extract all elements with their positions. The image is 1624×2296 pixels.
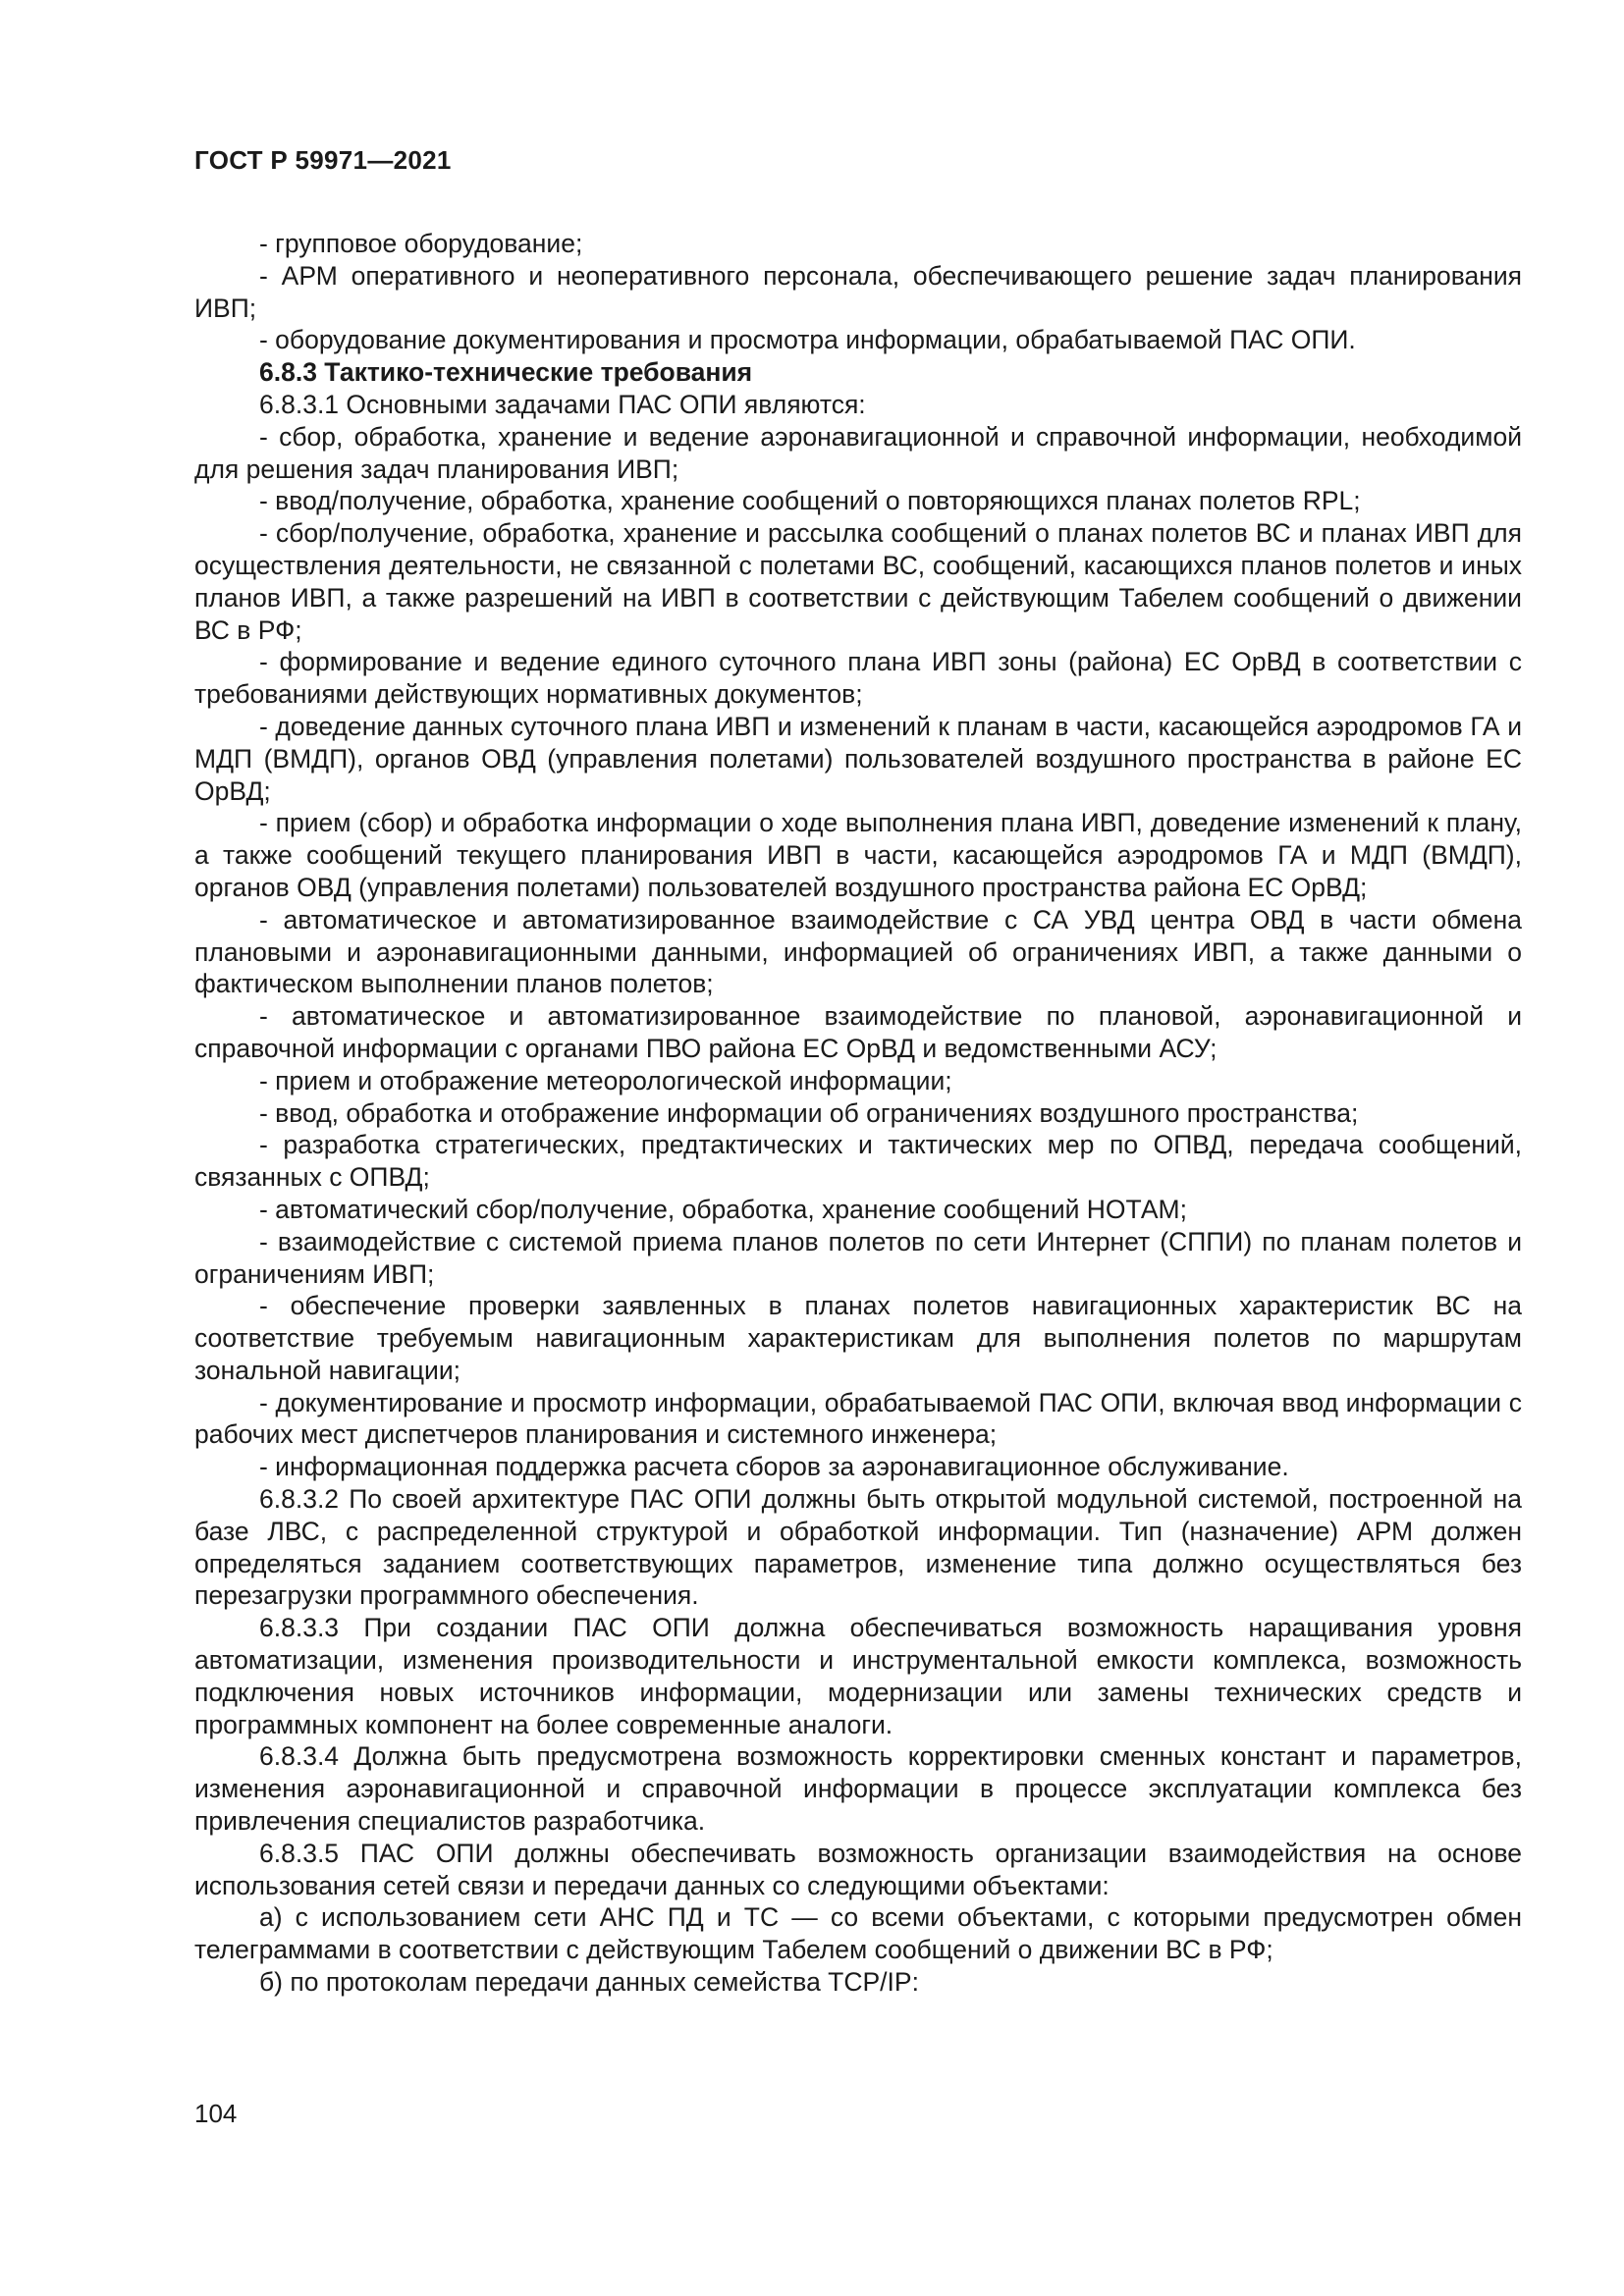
page-number: 104 [194,2099,238,2128]
list-item: - документирование и просмотр информации, обрабатываемой ПАС ОПИ, включая ввод информации с рабочих мест диспетчеров планирования и системного инженера; [194,1387,1522,1450]
document-standard-header: ГОСТ Р 59971—2021 [194,145,452,175]
paragraph: 6.8.3.5 ПАС ОПИ должны обеспечивать возможность организации взаимодействия на основе использования сетей связи и передачи данных со следующими объектами: [194,1838,1522,1900]
document-body [194,228,1522,1999]
list-item: - ввод, обработка и отображение информации об ограничениях воздушного пространства; [259,1097,1359,1128]
list-item: - сбор, обработка, хранение и ведение аэронавигационной и справочной информации, необходимой для решения задач планирования ИВП; [194,421,1522,484]
paragraph: 6.8.3.2 По своей архитектуре ПАС ОПИ должны быть открытой модульной системой, построенной на базе ЛВС, с распределенной структурой и обработкой информации. Тип (назначение) АРМ должен определяться заданием соответствующих параметров, изменение типа должно осуществляться без перезагрузки программного обеспечения. [194,1484,1522,1611]
list-item: - разработка стратегических, предтактических и тактических мер по ОПВД, передача сообщений, связанных с ОПВД; [194,1130,1522,1193]
list-item: б) по протоколам передачи данных семейства TCP/IP: [259,1967,919,1998]
list-item: - оборудование документирования и просмотра информации, обрабатываемой ПАС ОПИ. [259,325,1356,355]
list-item: - автоматическое и автоматизированное взаимодействие по плановой, аэронавигационной и справочной информации с органами ПВО района ЕС ОрВД и ведомственными АСУ; [194,1001,1522,1063]
paragraph: 6.8.3.4 Должна быть предусмотрена возможность корректировки сменных констант и параметров, изменения аэронавигационной и справочной информации в процессе эксплуатации комплекса без привлечения специалистов разработчика. [194,1741,1522,1837]
paragraph: 6.8.3.3 При создании ПАС ОПИ должна обеспечиваться возможность наращивания уровня автоматизации, изменения производительности и инструментальной емкости комплекса, возможность подключения новых источников информации, модернизации или замены технических средств и программных компонент на более современные аналоги. [194,1613,1522,1739]
list-item: - обеспечение проверки заявленных в планах полетов навигационных характеристик ВС на соответствие требуемым навигационным характеристикам для выполнения полетов по маршрутам зональной навигации; [194,1291,1522,1385]
list-item: а) с использованием сети АНС ПД и ТС — со всеми объектами, с которыми предусмотрен обмен телеграммами в соответствии с действующим Табелем сообщений о движении ВС в РФ; [194,1902,1522,1965]
list-item: - сбор/получение, обработка, хранение и рассылка сообщений о планах полетов ВС и планах ИВП для осуществления деятельности, не связанной с полетами ВС, сообщений, касающихся планов полетов и иных планов ИВП, а также разрешений на ИВП в соответствии с действующим Табелем сообщений о движении ВС в РФ; [194,518,1522,645]
list-item: - АРМ оперативного и неоперативного персонала, обеспечивающего решение задач планирования ИВП; [194,260,1522,323]
list-item: - прием и отображение метеорологической информации; [259,1065,952,1095]
list-item: - прием (сбор) и обработка информации о ходе выполнения плана ИВП, доведение изменений к плану, а также сообщений текущего планирования ИВП в части, касающейся аэродромов ГА и МДП (ВМДП), органов ОВД (управления полетами) пользователей воздушного пространства района ЕС ОрВД; [194,808,1522,902]
list-item: - информационная поддержка расчета сборов за аэронавигационное обслуживание. [259,1452,1289,1482]
list-item: - групповое оборудование; [259,229,583,258]
list-item: - доведение данных суточного плана ИВП и изменений к планам в части, касающейся аэродромов ГА и МДП (ВМДП), органов ОВД (управления полетами) пользователей воздушного пространства в районе ЕС ОрВД; [194,711,1522,806]
list-item: - взаимодействие с системой приема планов полетов по сети Интернет (СППИ) по планам полетов и ограничениям ИВП; [194,1226,1522,1289]
list-item: - ввод/получение, обработка, хранение сообщений о повторяющихся планах полетов RPL; [259,486,1361,516]
paragraph: 6.8.3.1 Основными задачами ПАС ОПИ являются: [259,389,866,419]
list-item: - автоматическое и автоматизированное взаимодействие с СА УВД центра ОВД в части обмена плановыми и аэронавигационными данными, информацией об ограничениях ИВП, а также данными о фактическом выполнении планов полетов; [194,904,1522,999]
list-item: - автоматический сбор/получение, обработка, хранение сообщений НОТАМ; [259,1194,1187,1224]
list-item: - формирование и ведение единого суточного плана ИВП зоны (района) ЕС ОрВД в соответствии с требованиями действующих нормативных документов; [194,647,1522,710]
section-heading: 6.8.3 Тактико-технические требования [259,357,753,388]
